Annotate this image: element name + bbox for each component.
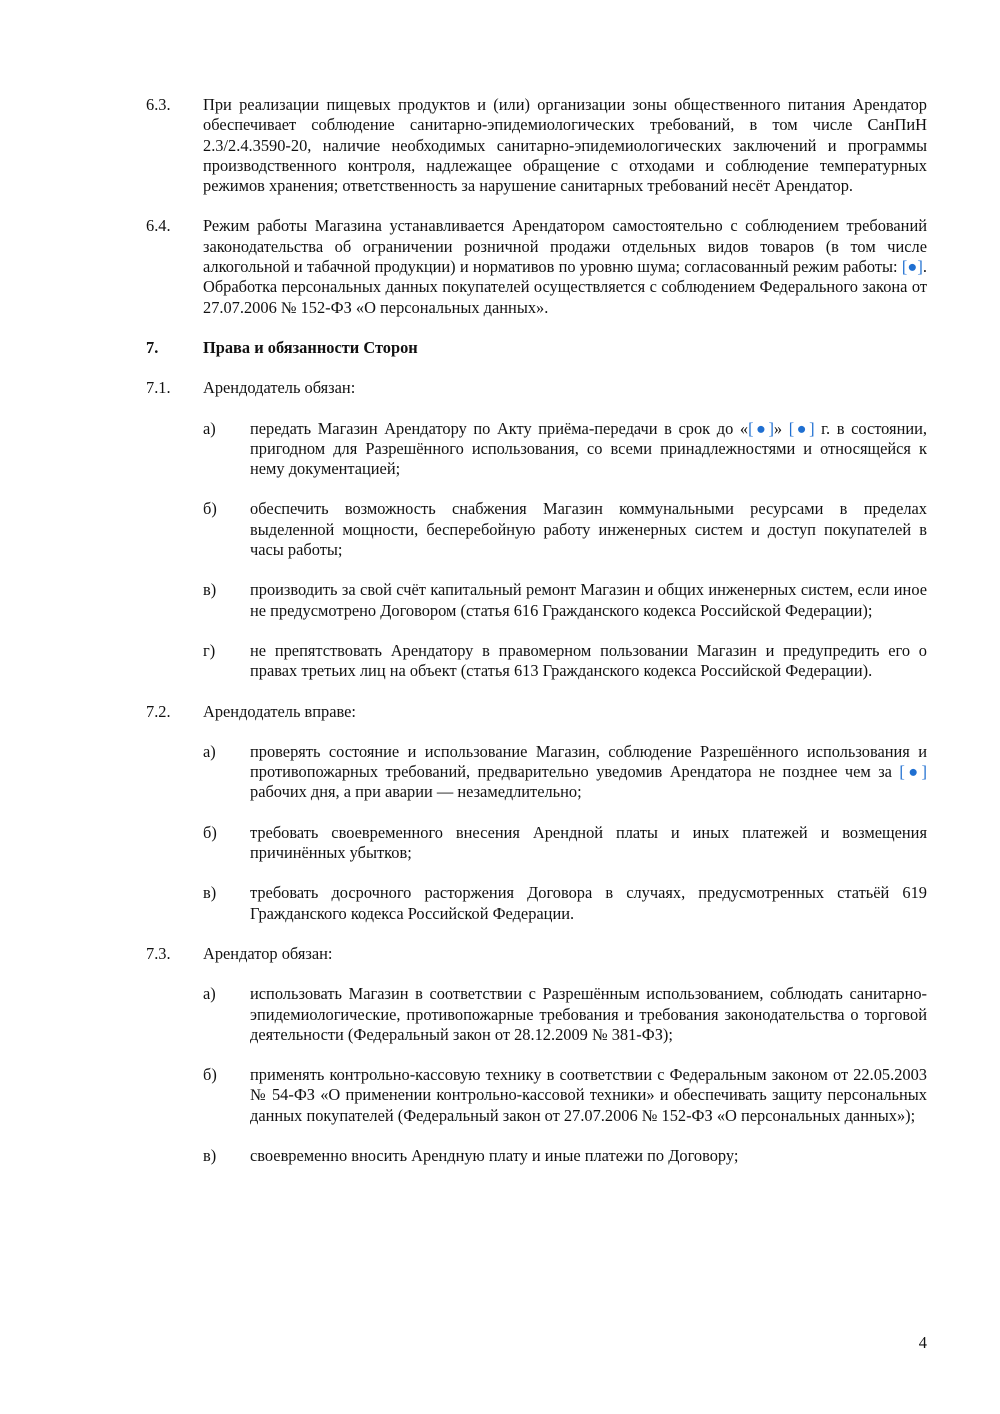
placeholder-field[interactable]: [●] xyxy=(899,762,927,782)
clause-text xyxy=(203,216,927,317)
page-number: 4 xyxy=(918,1333,927,1352)
clause-7-3 xyxy=(146,944,927,964)
list-item xyxy=(203,883,927,924)
placeholder-field[interactable]: [●] xyxy=(788,418,815,438)
clause-7-2 xyxy=(146,702,927,722)
list-item-letter: б) xyxy=(203,1065,217,1085)
list-item-letter: в) xyxy=(203,1145,217,1165)
list-item-text-part: проверять состояние и использование Магазин, соблюдение Разрешённого использования и противопожарных требований, предварительно уведомив Арендатора не позднее чем за xyxy=(250,741,927,782)
list-item-text: своевременно вносить Арендную плату и иные платежи по Договору; xyxy=(250,1145,739,1165)
list-item-text: не препятствовать Арендатору в правомерном пользовании Магазин и предупредить его о правах третьих лиц на объект (статья 613 Гражданского кодекса Российской Федерации). xyxy=(250,640,927,681)
clause-7-1 xyxy=(146,378,927,398)
clause-text-part: . Обработка персональных данных покупателей осуществляется с соблюдением Федерального закона от 27.07.2006 № 152-ФЗ «О персональных данных». xyxy=(203,257,927,317)
list-item-letter: в) xyxy=(203,883,217,903)
list-item-text: обеспечить возможность снабжения Магазин коммунальными ресурсами в пределах выделенной мощности, бесперебойную работу инженерных систем и доступ покупателей в часы работы; xyxy=(250,499,927,560)
clause-number: 6.4. xyxy=(146,216,171,236)
list-item xyxy=(203,742,927,803)
clause-text-part: Режим работы Магазина устанавливается Арендатором самостоятельно с соблюдением требований законодательства об ограничении розничной продажи отдельных видов товаров (в том числе алкогольной и табачной продукции) и нормативов по уровню шума; согласованный режим работы: xyxy=(203,216,927,277)
list-item-letter: в) xyxy=(203,580,217,600)
list-item-text: требовать своевременного внесения Арендной платы и иных платежей и возмещения причинённых убытков; xyxy=(250,822,927,863)
list-item-text: требовать досрочного расторжения Договора в случаях, предусмотренных статьёй 619 Гражданского кодекса Российской Федерации. xyxy=(250,883,927,923)
clause-text: Арендодатель вправе: xyxy=(203,701,356,721)
clause-number: 7.2. xyxy=(146,701,171,721)
clause-6-4 xyxy=(146,216,927,317)
list-item-text: применять контрольно-кассовую технику в соответствии с Федеральным законом от 22.05.2003 № 54-ФЗ «О применении контрольно-кассовой техники» и обеспечивать защиту персональных данных покупателей (Федеральный закон от 27.07.2006 № 152-ФЗ «О персональных данных»); xyxy=(250,1065,927,1125)
list-item-letter: б) xyxy=(203,499,217,519)
list-item-text-part: » xyxy=(773,418,789,438)
list-item-text: использовать Магазин в соответствии с Разрешённым использованием, соблюдать санитарно-эпидемиологические, противопожарные требования и требования законодательства о торговой деятельности (Федеральный закон от 28.12.2009 № 381-ФЗ); xyxy=(250,984,927,1044)
list-item xyxy=(203,1146,927,1166)
clause-number: 7.1. xyxy=(146,378,171,398)
clause-text: Арендатор обязан: xyxy=(203,943,333,963)
placeholder-field[interactable]: [●] xyxy=(901,257,923,277)
section-number: 7. xyxy=(146,337,159,357)
list-item xyxy=(203,1065,927,1126)
placeholder-field[interactable]: [●] xyxy=(748,418,774,438)
list-item xyxy=(203,580,927,621)
list-item xyxy=(203,641,927,682)
list-item-letter: а) xyxy=(203,741,216,761)
list-item-text-part: рабочих дня, а при аварии — незамедлительно; xyxy=(250,782,582,802)
list-item-text: производить за свой счёт капитальный ремонт Магазин и общих инженерных систем, если иное не предусмотрено Договором (статья 616 Гражданского кодекса Российской Федерации); xyxy=(250,580,927,620)
list-item xyxy=(203,823,927,864)
section-heading xyxy=(146,338,927,358)
list-item xyxy=(203,419,927,480)
list-item-letter: а) xyxy=(203,418,216,438)
clause-text: При реализации пищевых продуктов и (или) организации зоны общественного питания Арендатор обеспечивает соблюдение санитарно-эпидемиологических требований, в том числе СанПиН 2.3/2.4.3590-20, наличие необходимых санитарно-эпидемиологических заключений и программы производственного контроля, надлежащее обращение с отходами и соблюдение температурных режимов хранения; ответственность за нарушение санитарных требований несёт Арендатор. xyxy=(203,95,927,196)
list-item-text xyxy=(250,419,927,480)
list-item-text-part: передать Магазин Арендатору по Акту приёма-передачи в срок до « xyxy=(250,418,749,438)
clause-6-3 xyxy=(146,95,927,196)
list-item xyxy=(203,984,927,1045)
list-item-text-part: г. в состоянии, пригодном для Разрешённого использования, со всеми принадлежностями и относящейся к нему документацией; xyxy=(250,418,927,479)
list-item-letter: б) xyxy=(203,822,217,842)
list-item-text xyxy=(250,742,927,803)
page-content xyxy=(146,95,927,1166)
clause-text: Арендодатель обязан: xyxy=(203,378,356,398)
section-title: Права и обязанности Сторон xyxy=(203,337,418,357)
list-item xyxy=(203,499,927,560)
clause-number: 7.3. xyxy=(146,943,171,963)
clause-number: 6.3. xyxy=(146,95,171,114)
list-item-letter: г) xyxy=(203,640,216,660)
list-item-letter: а) xyxy=(203,984,216,1004)
